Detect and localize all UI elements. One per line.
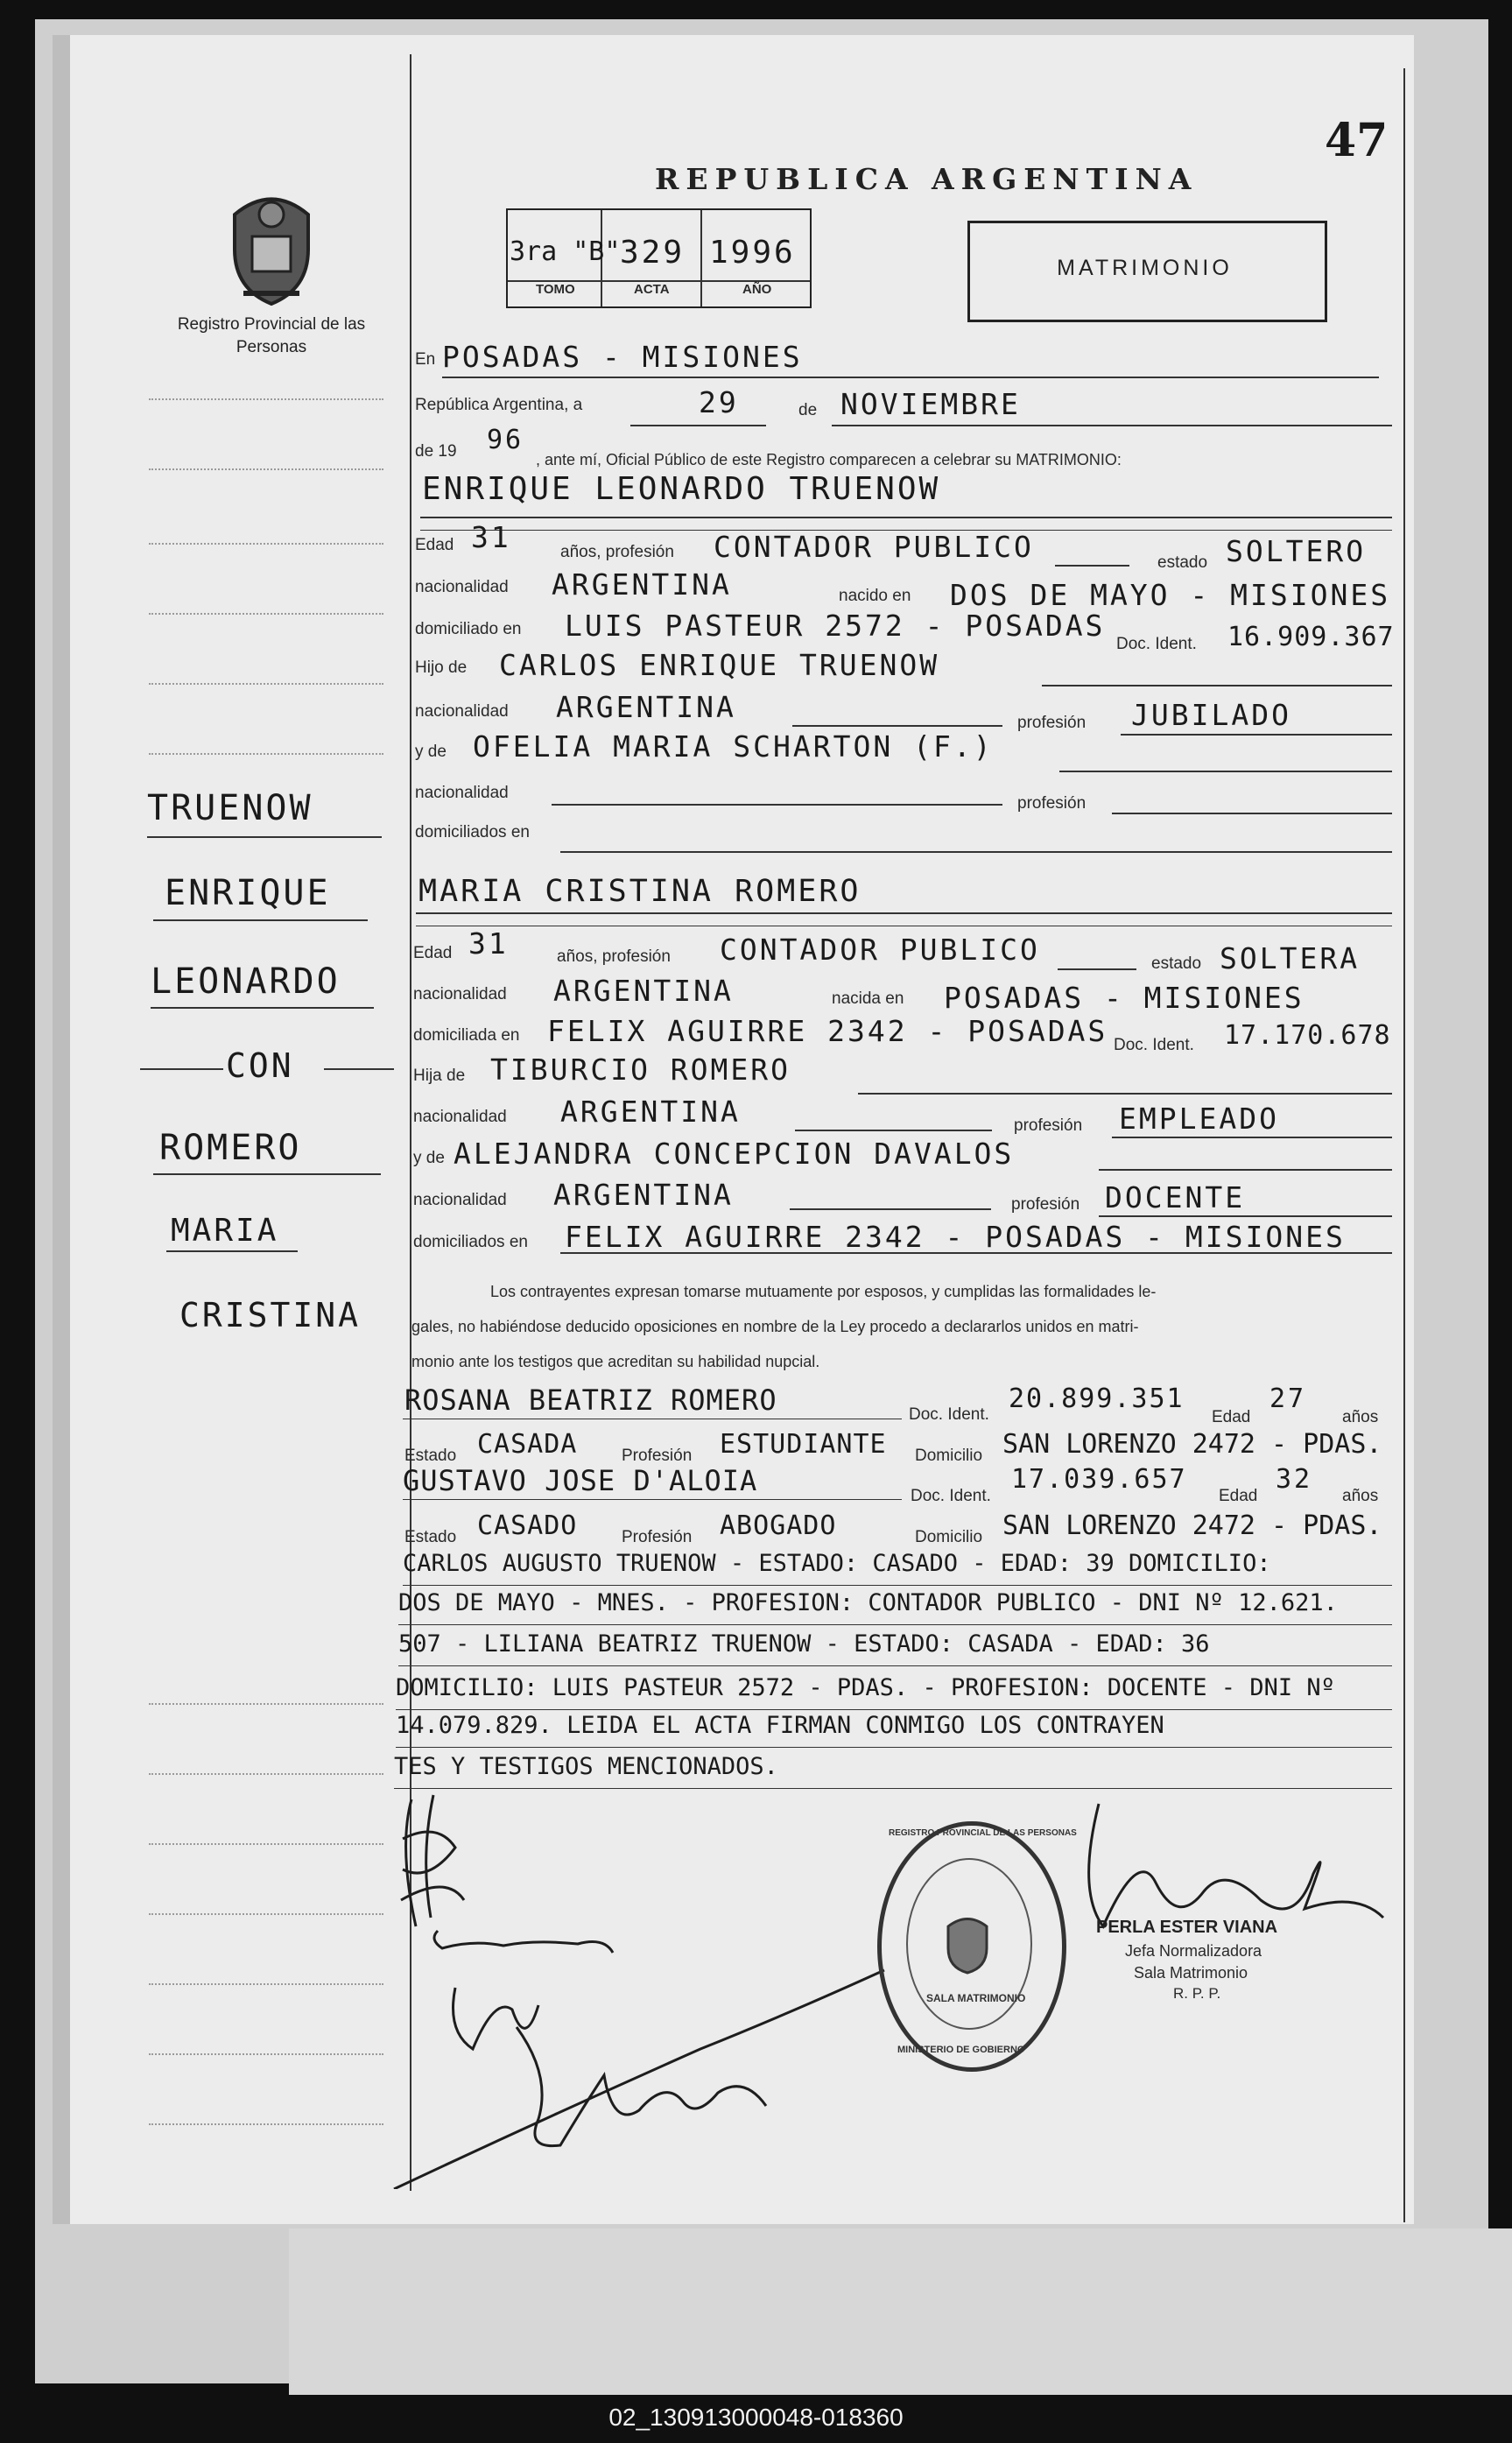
note-line: DOS DE MAYO - MNES. - PROFESION: CONTADOR PUBLICO - DNI Nº 12.621. xyxy=(398,1589,1338,1616)
witness-2-status: CASADO xyxy=(477,1510,578,1541)
margin-note-line: CON xyxy=(226,1046,294,1085)
margin-note-line: ENRIQUE xyxy=(165,873,331,913)
witness-1-status-label: Estado xyxy=(404,1447,457,1465)
groom-address-label: domiciliado en xyxy=(415,620,522,638)
margin-note-underline xyxy=(151,1007,374,1009)
margin-dotted-line xyxy=(149,1983,383,1985)
witness-1-profession: ESTUDIANTE xyxy=(720,1429,887,1460)
groom-mother: OFELIA MARIA SCHARTON (F.) xyxy=(473,729,994,764)
witness-2-address: SAN LORENZO 2472 - PDAS. xyxy=(1002,1510,1382,1541)
witness-2-name: GUSTAVO JOSE D'ALOIA xyxy=(403,1464,758,1497)
groom-father: CARLOS ENRIQUE TRUENOW xyxy=(499,648,940,682)
ano-label: AÑO xyxy=(742,282,772,297)
witness-1-status: CASADA xyxy=(477,1429,578,1460)
bride-address: FELIX AGUIRRE 2342 - POSADAS xyxy=(547,1014,1108,1048)
note-line: TES Y TESTIGOS MENCIONADOS. xyxy=(394,1753,778,1780)
bride-status: SOLTERA xyxy=(1220,941,1361,975)
groom-parents-addr-line xyxy=(560,851,1392,853)
margin-dotted-line xyxy=(149,543,383,545)
bride-father: TIBURCIO ROMERO xyxy=(490,1053,791,1087)
groom-mother-prof-line xyxy=(1112,813,1392,814)
en-label: En xyxy=(415,350,436,369)
margin-note-underline xyxy=(147,836,382,838)
note-line: 14.079.829. LEIDA EL ACTA FIRMAN CONMIGO LOS CONTRAYEN xyxy=(396,1712,1164,1739)
margin-dotted-line xyxy=(149,468,383,470)
groom-born-label: nacido en xyxy=(839,587,911,605)
bride-father-label: Hija de xyxy=(413,1067,466,1085)
groom-mother-line xyxy=(1059,771,1392,772)
bride-born-label: nacida en xyxy=(832,989,904,1008)
witness-2-age: 32 xyxy=(1276,1464,1313,1495)
margin-dotted-line xyxy=(149,1773,383,1775)
witness-1-address-label: Domicilio xyxy=(915,1447,983,1465)
de-label: de xyxy=(798,401,818,419)
bride-father-nationality: ARGENTINA xyxy=(560,1095,741,1129)
margin-note-underline xyxy=(166,1250,298,1252)
legal-text-line: gales, no habiéndose deducido oposiciones en nombre de la Ley procedo a declararlos unidos en matri- xyxy=(411,1318,1139,1335)
bride-father-prof-label: profesión xyxy=(1014,1116,1083,1135)
page-number: 47 xyxy=(1325,114,1389,167)
note-line: 507 - LILIANA BEATRIZ TRUENOW - ESTADO: CASADA - EDAD: 36 xyxy=(398,1630,1210,1658)
record-type-title: MATRIMONIO xyxy=(1057,256,1233,280)
margin-note-line: CRISTINA xyxy=(179,1296,362,1334)
groom-father-line xyxy=(1042,685,1392,686)
groom-parents-addr-label: domiciliados en xyxy=(415,823,530,841)
witness-2-age-label: Edad xyxy=(1219,1487,1258,1505)
groom-doc-label: Doc. Ident. xyxy=(1116,635,1197,653)
groom-father-nat-line xyxy=(792,725,1002,727)
note-underline xyxy=(398,1624,1392,1625)
groom-age: 31 xyxy=(471,520,511,554)
groom-nationality: ARGENTINA xyxy=(552,567,732,602)
bride-father-prof-line xyxy=(1112,1137,1392,1138)
note-underline xyxy=(398,1665,1392,1666)
groom-mother-nat-line xyxy=(552,804,1002,806)
groom-mother-label: y de xyxy=(415,743,447,761)
bride-age: 31 xyxy=(468,926,509,961)
republica-label: República Argentina, a xyxy=(415,396,583,414)
groom-birthplace: DOS DE MAYO - MISIONES xyxy=(950,578,1391,612)
country-heading: REPUBLICA ARGENTINA xyxy=(655,162,1199,196)
witness-2-doc: 17.039.657 xyxy=(1011,1464,1187,1495)
tomo-label: TOMO xyxy=(536,282,575,297)
groom-father-prof-line xyxy=(1121,734,1392,736)
witness-2-doc-label: Doc. Ident. xyxy=(911,1487,991,1505)
bride-parents-addr-label: domiciliados en xyxy=(413,1233,528,1251)
witness-2-prof-label: Profesión xyxy=(622,1528,693,1546)
date-line xyxy=(630,425,766,426)
bride-profession-line xyxy=(1058,968,1136,970)
bride-status-label: estado xyxy=(1151,954,1202,973)
witness-1-doc-label: Doc. Ident. xyxy=(909,1405,989,1424)
margin-dotted-line xyxy=(149,1913,383,1915)
bride-doc-label: Doc. Ident. xyxy=(1114,1036,1194,1054)
witness-2-years-label: años xyxy=(1342,1487,1379,1505)
groom-father-label: Hijo de xyxy=(415,658,468,677)
witness-1-age: 27 xyxy=(1269,1383,1307,1414)
month-line xyxy=(832,425,1392,426)
margin-note-line: ROMERO xyxy=(159,1128,302,1168)
bride-nationality: ARGENTINA xyxy=(553,974,734,1008)
bride-mother-nat-line xyxy=(790,1208,991,1210)
witness-2-address-label: Domicilio xyxy=(915,1528,983,1546)
bride-birthplace: POSADAS - MISIONES xyxy=(944,981,1305,1015)
witness-2-profession: ABOGADO xyxy=(720,1510,837,1541)
bride-mother-label: y de xyxy=(413,1149,445,1167)
bride-name-line xyxy=(416,912,1392,914)
margin-note-dash xyxy=(324,1068,394,1070)
groom-father-prof-label: profesión xyxy=(1017,714,1087,732)
bride-name: MARIA CRISTINA ROMERO xyxy=(418,874,861,909)
bride-mother-line xyxy=(1099,1169,1392,1171)
margin-note-underline xyxy=(153,919,368,921)
ante-text: , ante mí, Oficial Público de este Registro comparecen a celebrar su MATRIMONIO: xyxy=(536,451,1122,468)
bride-nationality-label: nacionalidad xyxy=(413,985,507,1003)
witness-1-doc: 20.899.351 xyxy=(1009,1383,1185,1414)
bride-mother-nationality: ARGENTINA xyxy=(553,1178,734,1212)
groom-profession-line xyxy=(1055,565,1129,567)
margin-dotted-line xyxy=(149,1843,383,1845)
bride-profession: CONTADOR PUBLICO xyxy=(720,933,1040,967)
margin-note-underline xyxy=(153,1173,381,1175)
bride-mother-prof-line xyxy=(1099,1215,1392,1217)
note-line: DOMICILIO: LUIS PASTEUR 2572 - PDAS. - PROFESION: DOCENTE - DNI Nº xyxy=(396,1674,1335,1701)
groom-profession-label: años, profesión xyxy=(560,543,674,561)
witness-2-line xyxy=(403,1499,902,1500)
margin-note-line: TRUENOW xyxy=(147,788,313,828)
groom-father-nat-label: nacionalidad xyxy=(415,702,509,721)
bride-mother-profession: DOCENTE xyxy=(1105,1180,1246,1214)
note-underline xyxy=(396,1747,1392,1748)
margin-dotted-line xyxy=(149,2123,383,2125)
stamp-bottom-text: MINISTERIO DE GOBIERNO xyxy=(897,2045,1025,2055)
month-value: NOVIEMBRE xyxy=(840,387,1021,421)
registry-name: Registro Provincial de las Personas xyxy=(177,315,366,356)
bride-address-label: domiciliada en xyxy=(413,1026,520,1045)
groom-father-profession: JUBILADO xyxy=(1131,698,1291,732)
note-underline xyxy=(403,1585,1392,1586)
acta-label: ACTA xyxy=(634,282,670,297)
next-page-strip xyxy=(289,2228,1512,2395)
official-title: Jefa Normalizadora xyxy=(1125,1942,1262,1960)
official-name: PERLA ESTER VIANA xyxy=(1096,1918,1278,1937)
groom-name: ENRIQUE LEONARDO TRUENOW xyxy=(422,471,941,507)
acta-value: 329 xyxy=(620,235,686,271)
place-line xyxy=(442,377,1379,378)
groom-status-label: estado xyxy=(1157,553,1208,572)
witness-1-name: ROSANA BEATRIZ ROMERO xyxy=(404,1383,777,1417)
bride-mother-nat-label: nacionalidad xyxy=(413,1191,507,1209)
groom-nationality-label: nacionalidad xyxy=(415,578,509,596)
place-value: POSADAS - MISIONES xyxy=(442,340,803,374)
groom-name-line xyxy=(420,517,1392,518)
bride-parents-address: FELIX AGUIRRE 2342 - POSADAS - MISIONES xyxy=(565,1220,1346,1254)
margin-dotted-line xyxy=(149,1703,383,1705)
bride-father-profession: EMPLEADO xyxy=(1119,1102,1279,1136)
witness-1-address: SAN LORENZO 2472 - PDAS. xyxy=(1002,1429,1382,1460)
groom-address: LUIS PASTEUR 2572 - POSADAS xyxy=(565,609,1106,643)
record-box-divider xyxy=(700,210,702,306)
stamp-inner-text: SALA MATRIMONIO xyxy=(926,1992,1026,2004)
witness-1-years-label: años xyxy=(1342,1408,1379,1426)
groom-mother-nat-label: nacionalidad xyxy=(415,784,509,802)
margin-dotted-line xyxy=(149,613,383,615)
bride-profession-label: años, profesión xyxy=(557,947,671,966)
margin-dotted-line xyxy=(149,2053,383,2055)
image-id-caption: 02_130913000048-018360 xyxy=(608,2404,904,2431)
legal-text-line: monio ante los testigos que acreditan su habilidad nupcial. xyxy=(411,1353,820,1370)
bride-father-line xyxy=(858,1093,1392,1095)
legal-text-line: Los contrayentes expresan tomarse mutuamente por esposos, y cumplidas las formalidades le- xyxy=(490,1283,1157,1300)
margin-dotted-line xyxy=(149,683,383,685)
official-unit: R. P. P. xyxy=(1173,1985,1221,2002)
witness-2-status-label: Estado xyxy=(404,1528,457,1546)
year-value: 96 xyxy=(487,425,524,455)
note-line: CARLOS AUGUSTO TRUENOW - ESTADO: CASADO - EDAD: 39 DOMICILIO: xyxy=(403,1550,1271,1577)
bride-father-nat-line xyxy=(795,1130,992,1131)
groom-mother-prof-label: profesión xyxy=(1017,794,1087,813)
margin-dotted-line xyxy=(149,753,383,755)
groom-profession: CONTADOR PUBLICO xyxy=(714,530,1034,564)
bride-mother: ALEJANDRA CONCEPCION DAVALOS xyxy=(454,1137,1015,1171)
bride-parents-addr-line xyxy=(560,1252,1392,1254)
groom-father-nationality: ARGENTINA xyxy=(556,690,736,724)
coat-of-arms-icon xyxy=(217,188,326,311)
groom-age-label: Edad xyxy=(415,536,454,554)
stamp-outer-text: REGISTRO PROVINCIAL DE LAS PERSONAS xyxy=(889,1828,1077,1838)
margin-dotted-line xyxy=(149,398,383,400)
official-office: Sala Matrimonio xyxy=(1134,1964,1248,1982)
bride-mother-prof-label: profesión xyxy=(1011,1195,1080,1214)
groom-status: SOLTERO xyxy=(1226,534,1367,568)
ano-value: 1996 xyxy=(709,235,796,271)
margin-note-line: LEONARDO xyxy=(151,961,341,1002)
bride-father-nat-label: nacionalidad xyxy=(413,1108,507,1126)
tomo-value: 3ra "B" xyxy=(510,236,621,267)
page-binding xyxy=(53,35,70,2224)
margin-note-dash xyxy=(140,1068,223,1070)
bride-age-label: Edad xyxy=(413,944,453,962)
bride-doc: 17.170.678 xyxy=(1224,1020,1391,1051)
groom-doc: 16.909.367 xyxy=(1227,622,1395,652)
stamp-emblem-icon xyxy=(941,1913,994,1975)
witness-1-prof-label: Profesión xyxy=(622,1447,693,1465)
day-value: 29 xyxy=(699,385,739,419)
note-underline xyxy=(396,1709,1392,1710)
witness-1-age-label: Edad xyxy=(1212,1408,1251,1426)
de19-label: de 19 xyxy=(415,442,457,461)
margin-note-line: MARIA xyxy=(171,1213,279,1249)
